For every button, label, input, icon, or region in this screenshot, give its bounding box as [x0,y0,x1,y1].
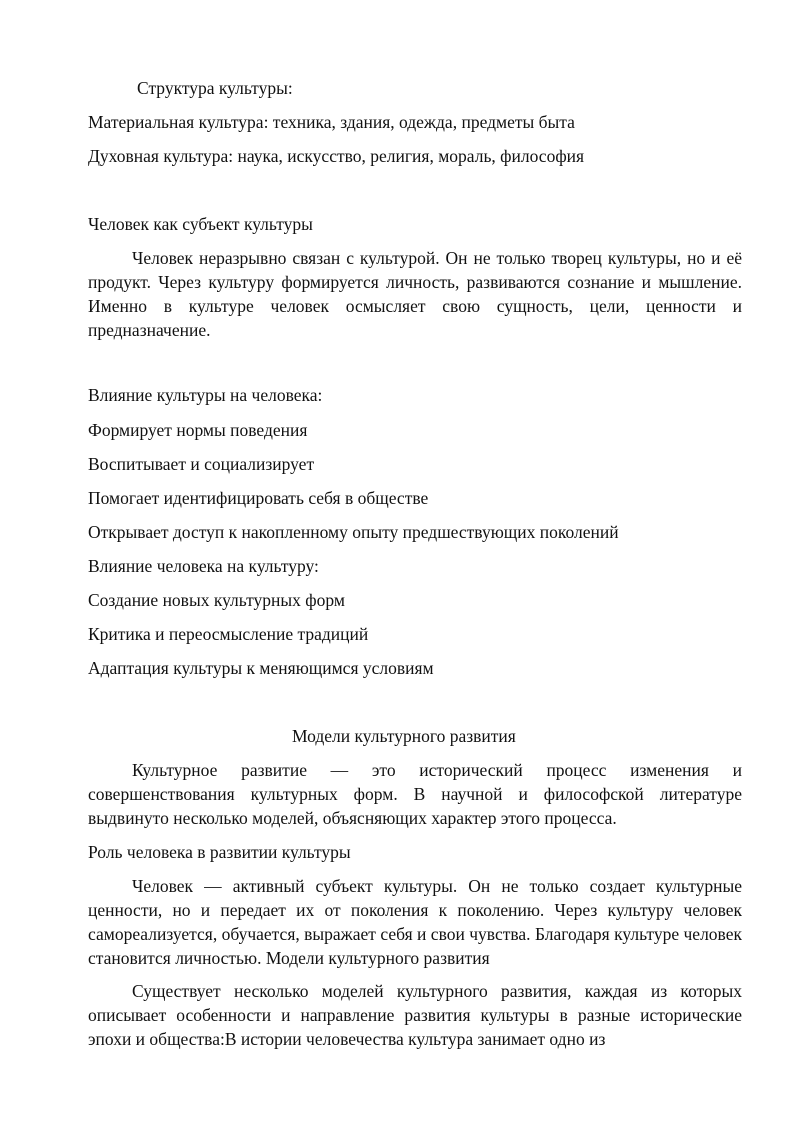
structure-heading: Структура культуры: [137,78,293,98]
subject-heading: Человек как субъект культуры [88,214,313,234]
role-paragraph: Человек — активный субъект культуры. Он не только создает культурные ценности, но и передает их от поколения к поколению. Через культуру человек самореализуется, обучается, выражает себя и свои чувства. Благодаря культуре человек становится личностью. Модели культурного развития [88,876,742,968]
role-heading: Роль человека в развитии культуры [88,842,351,862]
list-item: Критика и переосмысление традиций [88,624,369,644]
list-item: Формирует нормы поведения [88,420,308,440]
models-heading: Модели культурного развития [292,726,516,746]
influence-on-culture-heading: Влияние человека на культуру: [88,556,319,576]
spiritual-culture-line: Духовная культура: наука, искусство, религия, мораль, философия [88,146,585,166]
list-item: Открывает доступ к накопленному опыту предшествующих поколений [88,522,619,542]
subject-paragraph: Человек неразрывно связан с культурой. Он не только творец культуры, но и её продукт. Через культуру формируется личность, развиваются сознание и мышление. Именно в культуре человек осмысляет свою сущность, цели, ценности и предназначение. [88,248,742,340]
list-item: Создание новых культурных форм [88,590,345,610]
models-paragraph: Культурное развитие — это исторический процесс изменения и совершенствования культурных форм. В научной и философской литературе выдвинуто несколько моделей, объясняющих характер этого процесса. [88,760,742,828]
list-item: Воспитывает и социализирует [88,454,315,474]
list-item: Помогает идентифицировать себя в обществе [88,488,429,508]
influence-on-human-heading: Влияние культуры на человека: [88,385,323,405]
last-paragraph: Существует несколько моделей культурного развития, каждая из которых описывает особенности и направление развития культуры в разные исторические эпохи и общества:В истории человечества культура занимает одно из [88,981,742,1049]
list-item: Адаптация культуры к меняющимся условиям [88,658,434,678]
material-culture-line: Материальная культура: техника, здания, одежда, предметы быта [88,112,575,132]
